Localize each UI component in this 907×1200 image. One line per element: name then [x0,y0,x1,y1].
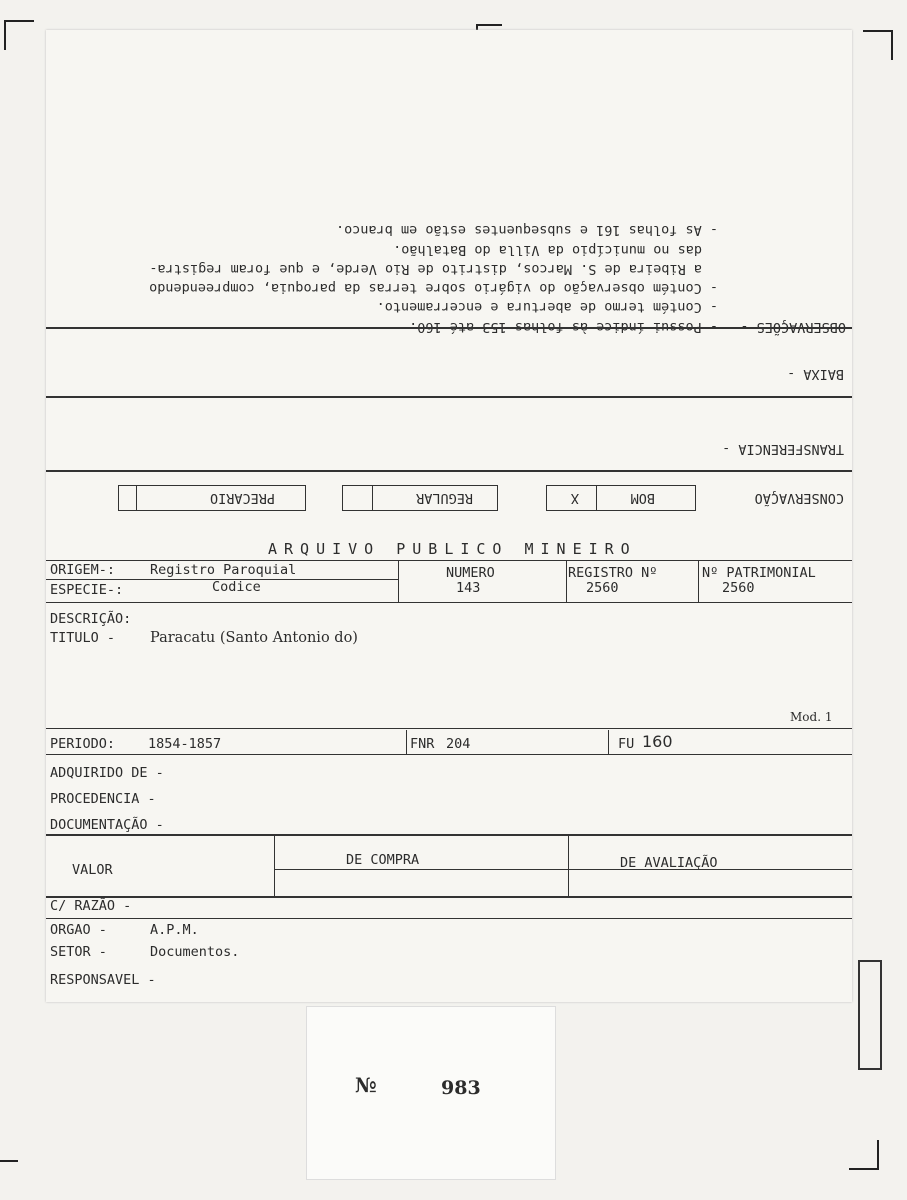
especie-label: ESPECIE-: [50,582,124,598]
transferencia-section [46,435,852,465]
divider [46,728,852,729]
divider [698,561,699,603]
divider [46,754,852,755]
fnr-label: FNR [410,736,435,752]
razao-label: C/ RAZÃO - [50,898,132,914]
titulo-label: TITULO - [50,630,116,646]
divider [46,602,852,603]
bom-mark: X [570,490,579,506]
setor-value: Documentos. [150,944,240,960]
fu-label: FU [618,736,635,752]
divider [372,486,373,510]
divider [608,730,609,754]
divider [406,730,407,754]
divider [46,327,852,329]
origem-value: Registro Paroquial [150,562,297,578]
baixa-section [46,360,852,390]
periodo-label: PERIODO: [50,736,116,752]
observacoes-item: das no município da Villa do Batalhão. [393,242,702,258]
transferencia-label: TRANSFERENCIA - [722,441,844,457]
observacoes-item: - Possui índice às folhas 153 até 160. [409,319,718,335]
observacoes-item: a Ribeira de S. Marcos, distrito de Rio Verde, e que foram registra- [149,261,702,277]
conservacao-label: CONSERVAÇÃO [754,490,844,506]
divider [46,470,852,472]
divider [46,560,852,561]
regular-label: REGULAR [416,490,473,506]
divider [398,561,399,603]
ticket-number: 983 [441,1077,481,1099]
conservacao-section [46,478,852,514]
patrimonial-value: 2560 [722,580,755,596]
divider [596,486,597,510]
divider [568,834,569,896]
adquirido-label: ADQUIRIDO DE - [50,765,164,781]
divider [46,918,852,919]
right-margin-box [858,960,882,1070]
divider [46,396,852,398]
bom-checkbox-group [546,485,696,511]
valor-label: VALOR [72,862,113,878]
divider [46,834,852,836]
setor-label: SETOR - [50,944,107,960]
origem-label: ORIGEM-: [50,562,116,578]
de-compra-label: DE COMPRA [346,852,420,868]
de-avaliacao-label: DE AVALIAÇÃO [620,855,718,871]
fu-value: 160 [642,732,673,751]
orgao-label: ORGAO - [50,922,107,938]
divider [46,896,852,898]
patrimonial-label: Nº PATRIMONIAL [702,565,816,581]
divider [274,834,275,896]
observacoes-item: - Contém termo de abertura e encerramento. [376,299,718,315]
descricao-label: DESCRIÇÃO: [50,611,132,627]
numero-value: 143 [456,580,481,596]
precario-checkbox-group [118,485,306,511]
titulo-value: Paracatu (Santo Antonio do) [150,630,358,646]
crop-mark-bottom-right [849,1140,879,1170]
observacoes-item: - As folhas 161 e subsequentes estão em branco. [335,222,718,238]
divider [136,486,137,510]
divider [566,561,567,603]
archive-header: ARQUIVO PUBLICO MINEIRO [268,540,637,558]
registro-value: 2560 [586,580,619,596]
observacoes-item: - Contém observação do vigário sobre terras da paroquia, compreendendo [149,280,718,296]
numero-label: NUMERO [446,565,495,581]
observacoes-label: OBSERVAÇÕES - [740,319,846,335]
bom-label: BOM [630,490,655,506]
divider [274,869,852,870]
orgao-value: A.P.M. [150,922,199,938]
number-ticket [306,1006,556,1180]
responsavel-label: RESPONSAVEL - [50,972,156,988]
crop-mark-bottom-left [0,1132,18,1162]
regular-checkbox-group [342,485,498,511]
documentacao-label: DOCUMENTAÇÃO - [50,817,164,833]
periodo-value: 1854-1857 [148,736,222,752]
observacoes-section [46,200,852,335]
especie-value: Codice [212,579,261,595]
crop-mark-top-left [4,20,34,50]
crop-mark-top-right [863,30,893,60]
number-symbol: № [355,1073,377,1097]
precario-label: PRECARIO [209,490,275,506]
catalog-card [46,30,852,1002]
registro-label: REGISTRO Nº [568,565,658,581]
mod-label: Mod. 1 [790,710,833,724]
fnr-value: 204 [446,736,471,752]
procedencia-label: PROCEDENCIA - [50,791,156,807]
baixa-label: BAIXA - [787,366,844,382]
